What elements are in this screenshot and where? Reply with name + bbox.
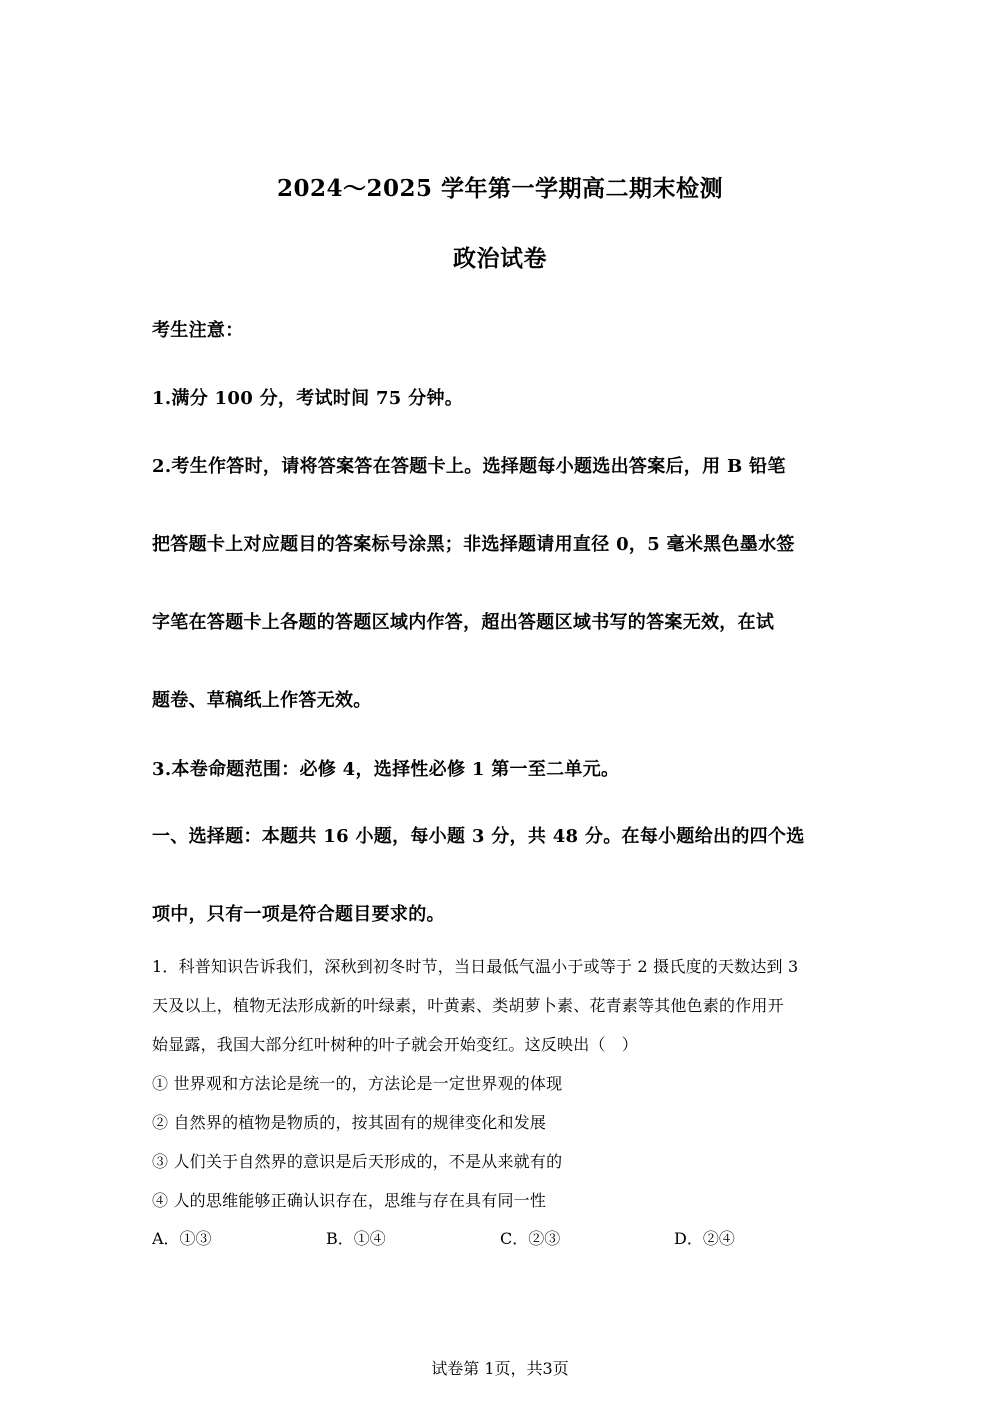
notice-item-3: 3.本卷命题范围：必修 4，选择性必修 1 第一至二单元。 [152,759,620,780]
section-heading-line: 一、选择题：本题共 16 小题，每小题 3 分，共 48 分。在每小题给出的四个选 [152,826,805,847]
answer-options [152,1226,852,1248]
question-stem-line: 天及以上，植物无法形成新的叶绿素，叶黄素、类胡萝卜素、花青素等其他色素的作用开 [152,996,784,1015]
question-statement: ③ 人们关于自然界的意识是后天形成的，不是从来就有的 [152,1152,563,1171]
question-statement: ④ 人的思维能够正确认识存在，思维与存在具有同一性 [152,1191,547,1210]
question-statement: ② 自然界的植物是物质的，按其固有的规律变化和发展 [152,1113,547,1132]
option-b: B．①④ [326,1229,386,1248]
notice-heading: 考生注意： [152,320,244,341]
option-c: C．②③ [500,1229,561,1248]
option-d: D．②④ [674,1229,735,1248]
notice-item-2-line: 2.考生作答时，请将答案答在答题卡上。选择题每小题选出答案后，用 B 铅笔 [152,456,786,477]
question-statement: ① 世界观和方法论是统一的，方法论是一定世界观的体现 [152,1074,563,1093]
section-heading-line: 项中，只有一项是符合题目要求的。 [152,904,445,925]
notice-item-1: 1.满分 100 分，考试时间 75 分钟。 [152,388,464,409]
question-stem-line: 1．科普知识告诉我们，深秋到初冬时节，当日最低气温小于或等于 2 摄氏度的天数达到 3 [152,957,799,976]
notice-item-2-line: 字笔在答题卡上各题的答题区域内作答，超出答题区域书写的答案无效，在试 [152,612,775,633]
notice-item-2-line: 把答题卡上对应题目的答案标号涂黑；非选择题请用直径 0，5 毫米黑色墨水签 [152,534,795,555]
page-footer: 试卷第 1页，共3页 [431,1359,569,1378]
option-a: A．①③ [152,1229,212,1248]
exam-title: 2024～2025 学年第一学期高二期末检测 [276,175,724,202]
question-stem-line: 始显露，我国大部分红叶树种的叶子就会开始变红。这反映出（ ） [152,1035,639,1054]
notice-item-2-line: 题卷、草稿纸上作答无效。 [152,690,372,711]
exam-subtitle: 政治试卷 [453,245,547,272]
